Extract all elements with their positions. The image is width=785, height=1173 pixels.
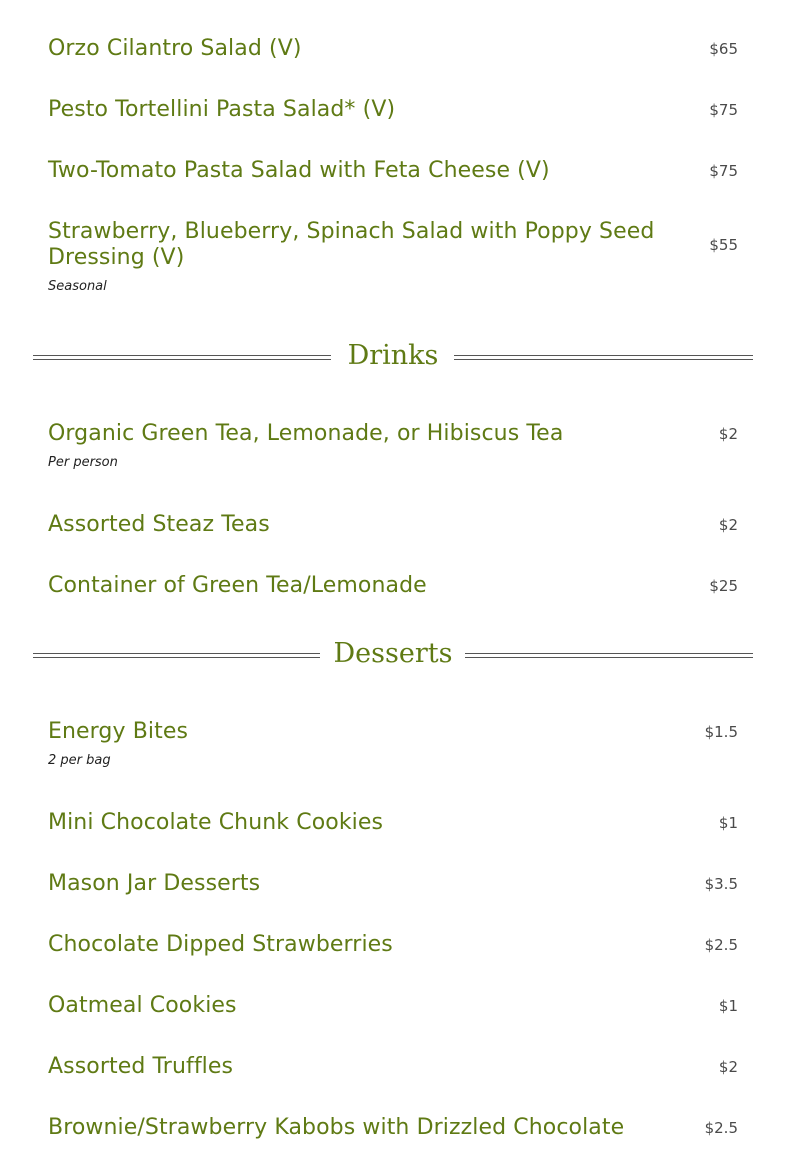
menu-item-name: Organic Green Tea, Lemonade, or Hibiscus Tea [48,421,564,446]
section-title: Drinks [347,340,439,371]
menu-item [48,810,738,836]
menu-item-name: Strawberry, Blueberry, Spinach Salad with Poppy Seed Dressing (V) [48,219,655,270]
section-header-drinks [33,338,753,378]
menu-item [48,719,738,768]
menu-item-name: Assorted Steaz Teas [48,512,270,537]
menu-item-note: Seasonal [48,279,107,294]
menu-item [48,512,738,538]
menu-item-price: $55 [709,236,738,254]
menu-item-name: Assorted Truffles [48,1054,234,1079]
menu-item-name: Mason Jar Desserts [48,871,261,896]
section-title: Desserts [333,638,453,669]
menu-item-price: $1 [718,997,738,1015]
menu-item-price: $2 [718,1058,738,1076]
section-divider-right [465,653,753,658]
menu-item-price: $2.5 [704,936,738,954]
menu-item-note: Per person [48,455,118,470]
menu-item-price: $75 [709,101,738,119]
menu-item [48,219,738,294]
menu-item-price: $2 [718,516,738,534]
menu-item [48,36,738,62]
menu-item [48,421,738,470]
menu-item [48,993,738,1019]
section-divider-right [454,355,753,360]
menu-item-name: Pesto Tortellini Pasta Salad* (V) [48,97,396,122]
menu-item-name: Orzo Cilantro Salad (V) [48,36,302,61]
menu-item [48,871,738,897]
menu-item [48,1115,738,1141]
menu-item-name: Chocolate Dipped Strawberries [48,932,393,957]
menu-item [48,1054,738,1080]
menu-item-price: $3.5 [704,875,738,893]
menu-item-name: Mini Chocolate Chunk Cookies [48,810,384,835]
menu-item-price: $1 [718,814,738,832]
menu-item-name: Oatmeal Cookies [48,993,237,1018]
menu-item-price: $2.5 [704,1119,738,1137]
menu-item [48,573,738,599]
menu-item-name: Container of Green Tea/Lemonade [48,573,427,598]
menu-item-price: $1.5 [704,723,738,741]
menu-item [48,158,738,184]
menu-item-price: $75 [709,162,738,180]
section-header-desserts [33,636,753,676]
menu-item [48,97,738,123]
menu-item-price: $2 [718,425,738,443]
menu-item-note: 2 per bag [48,753,111,768]
menu-item-name: Brownie/Strawberry Kabobs with Drizzled Chocolate [48,1115,625,1140]
menu-item-price: $25 [709,577,738,595]
menu-item [48,932,738,958]
menu-item-name: Two-Tomato Pasta Salad with Feta Cheese (V) [48,158,550,183]
menu-item-name: Energy Bites [48,719,189,744]
menu-item-price: $65 [709,40,738,58]
